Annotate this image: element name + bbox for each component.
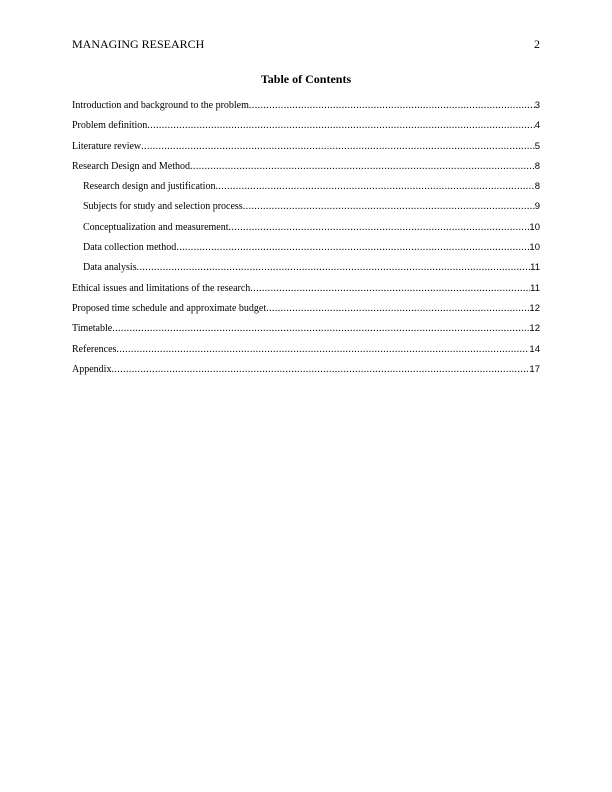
toc-entry-introduction[interactable] bbox=[72, 99, 540, 119]
toc-leader-dots bbox=[147, 119, 534, 133]
toc-entry-page: 14 bbox=[529, 343, 540, 355]
toc-entry-text: Introduction and background to the problem bbox=[72, 100, 249, 111]
toc-leader-dots bbox=[141, 140, 535, 154]
toc-title: Table of Contents bbox=[260, 72, 352, 86]
toc-leader-dots bbox=[111, 363, 529, 377]
toc-entry-text: Problem definition bbox=[72, 120, 148, 132]
toc-leader-dots bbox=[250, 282, 530, 296]
toc-entry-page: 3 bbox=[534, 100, 540, 111]
toc-leader-dots bbox=[215, 180, 534, 194]
toc-leader-dots bbox=[229, 221, 530, 235]
toc-leader-dots bbox=[176, 241, 529, 255]
toc-leader-dots bbox=[266, 302, 529, 316]
toc-entry-page: 11 bbox=[530, 262, 540, 274]
toc-entry-data-collection[interactable] bbox=[72, 241, 540, 261]
toc-entry-time-schedule-budget[interactable] bbox=[72, 302, 540, 322]
toc-entry-text: Data collection method bbox=[83, 242, 177, 254]
toc-entry-page: 12 bbox=[529, 302, 540, 314]
toc-entry-text: Subjects for study and selection process bbox=[83, 201, 243, 213]
toc-entry-text: Timetable bbox=[72, 323, 113, 335]
toc-leader-dots bbox=[190, 160, 535, 174]
toc-entry-text: Research Design and Method bbox=[72, 160, 191, 172]
toc-leader-dots bbox=[137, 261, 531, 275]
toc-entry-page: 12 bbox=[529, 323, 540, 335]
toc-entry-page: 10 bbox=[529, 242, 540, 254]
toc-entry-ethical-issues[interactable] bbox=[72, 282, 540, 302]
toc-entry-page: 8 bbox=[534, 181, 540, 193]
toc-entry-problem-definition[interactable] bbox=[72, 119, 540, 139]
toc-leader-dots bbox=[116, 343, 529, 357]
toc-entry-data-analysis[interactable] bbox=[72, 261, 540, 281]
toc-leader-dots bbox=[112, 322, 529, 336]
toc-entry-text: Appendix bbox=[72, 363, 112, 375]
toc-entry-text: Conceptualization and measurement bbox=[83, 221, 229, 233]
toc-entry-text: Literature review bbox=[72, 140, 142, 152]
toc-entry-references[interactable] bbox=[72, 343, 540, 363]
toc-entry-text: References bbox=[72, 343, 117, 355]
toc-entry-page: 17 bbox=[529, 363, 540, 375]
toc-entry-timetable[interactable] bbox=[72, 322, 540, 342]
toc-entry-research-design-method[interactable] bbox=[72, 160, 540, 180]
toc-entry-subjects-selection[interactable] bbox=[72, 200, 540, 220]
toc-entry-page: 5 bbox=[534, 140, 540, 152]
toc-entry-page: 11 bbox=[530, 282, 540, 294]
toc-entry-text: Proposed time schedule and approximate budget bbox=[72, 302, 267, 314]
toc-entry-page: 4 bbox=[534, 120, 540, 132]
toc-entry-text: Ethical issues and limitations of the research bbox=[72, 282, 251, 294]
running-header bbox=[72, 36, 540, 52]
toc-entry-text: Data analysis bbox=[83, 262, 137, 274]
toc-entry-page: 10 bbox=[529, 221, 540, 233]
toc-leader-dots bbox=[243, 200, 535, 214]
toc-list bbox=[72, 99, 540, 383]
toc-entry-conceptualization[interactable] bbox=[72, 221, 540, 241]
running-head-title: MANAGING RESEARCH bbox=[72, 37, 205, 51]
toc-entry-literature-review[interactable] bbox=[72, 140, 540, 160]
toc-entry-appendix[interactable] bbox=[72, 363, 540, 383]
toc-entry-research-design-justification[interactable] bbox=[72, 180, 540, 200]
toc-entry-page: 8 bbox=[534, 160, 540, 172]
toc-entry-text: Research design and justification bbox=[83, 181, 216, 193]
toc-leader-dots bbox=[249, 99, 535, 113]
page-number: 2 bbox=[534, 37, 540, 51]
toc-entry-page: 9 bbox=[534, 201, 540, 213]
